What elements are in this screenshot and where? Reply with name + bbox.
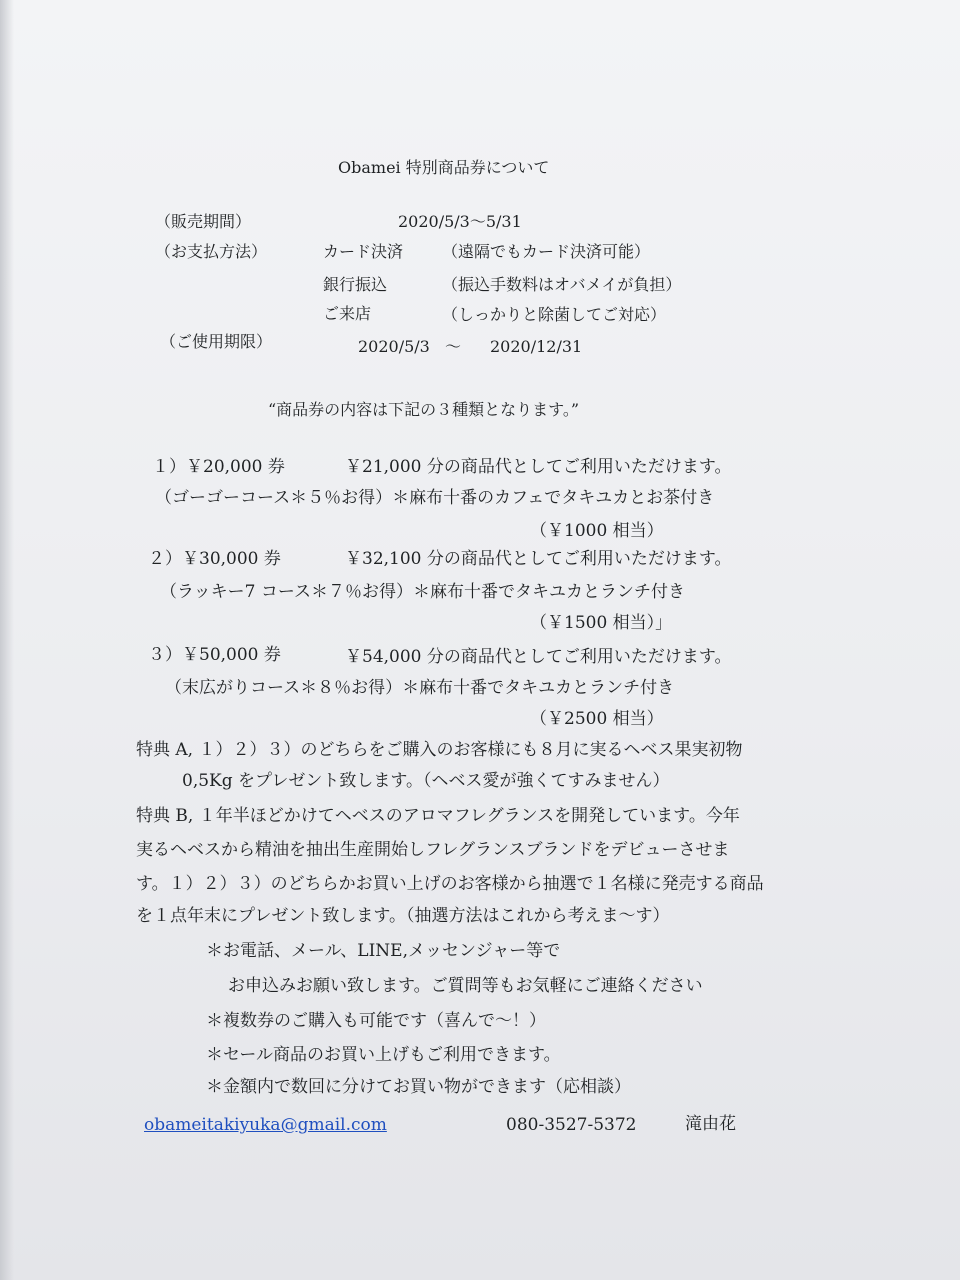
benefit-b-line-1: 特典 B, １年半ほどかけてヘベスのアロマフレグランスを開発しています。今年: [136, 806, 740, 826]
payment-method-card: カード決済: [323, 242, 404, 261]
voucher-3-value: ￥54,000 分の商品代としてご利用いただけます。: [345, 647, 732, 667]
note-line-3: ＊複数券のご購入も可能です（喜んで～！）: [206, 1011, 546, 1031]
contact-phone: 080-3527-5372: [506, 1115, 637, 1135]
benefit-b-line-3: す。１）２）３）のどちらかお買い上げのお客様から抽選で１名様に発売する商品: [136, 874, 764, 894]
payment-note-bank: （振込手数料はオバメイが負担）: [442, 275, 682, 294]
voucher-2-price: ２）￥30,000 券: [148, 549, 281, 569]
voucher-3-price: ３）￥50,000 券: [148, 645, 281, 665]
voucher-2-value: ￥32,100 分の商品代としてご利用いただけます。: [345, 549, 732, 569]
sale-period-label: （販売期間）: [155, 212, 252, 231]
contact-name: 滝由花: [685, 1114, 736, 1134]
voucher-1-price: １）￥20,000 券: [152, 457, 285, 477]
voucher-1-value: ￥21,000 分の商品代としてご利用いただけます。: [345, 457, 732, 477]
voucher-3-course: （末広がりコース＊８％お得）＊麻布十番でタキユカとランチ付き: [165, 678, 675, 698]
usage-end: 2020/12/31: [490, 337, 583, 356]
payment-note-card: （遠隔でもカード決済可能）: [442, 242, 651, 261]
benefit-a-line-2: 0,5Kg をプレゼント致します。（ヘベス愛が強くてすみません）: [182, 771, 670, 791]
voucher-2-course: （ラッキー7 コース＊７％お得）＊麻布十番でタキユカとランチ付き: [160, 582, 686, 602]
note-line-1: ＊お電話、メール、LINE,メッセンジャー等で: [206, 941, 561, 961]
sale-period-value: 2020/5/3～5/31: [398, 212, 522, 231]
usage-separator: ～: [445, 337, 462, 356]
usage-start: 2020/5/3: [358, 337, 430, 356]
benefit-a-line-1: 特典 A, １）２）３）のどちらをご購入のお客様にも８月に実るヘベス果実初物: [136, 740, 743, 760]
intro-text: “商品券の内容は下記の３種類となります。”: [268, 400, 580, 419]
voucher-2-worth: （￥1500 相当）」: [530, 613, 673, 633]
note-line-4: ＊セール商品のお買い上げもご利用できます。: [206, 1045, 561, 1065]
payment-method-store: ご来店: [323, 304, 372, 323]
contact-email-link[interactable]: obameitakiyuka@gmail.com: [144, 1115, 387, 1135]
voucher-1-worth: （￥1000 相当）: [530, 521, 664, 541]
voucher-1-course: （ゴーゴーコース＊５％お得）＊麻布十番のカフェでタキユカとお茶付き: [155, 488, 715, 508]
payment-method-bank: 銀行振込: [323, 275, 388, 294]
note-line-2: お申込みお願い致します。ご質問等もお気軽にご連絡ください: [228, 976, 703, 996]
document-title: Obamei 特別商品券について: [338, 158, 550, 177]
payment-note-store: （しっかりと除菌してご対応）: [442, 305, 667, 324]
paper-shadow: [0, 0, 14, 1280]
benefit-b-line-4: を１点年末にプレゼント致します。（抽選方法はこれから考えま～す）: [136, 906, 670, 926]
note-line-5: ＊金額内で数回に分けてお買い物ができます（応相談）: [206, 1077, 631, 1097]
usage-label: （ご使用期限）: [160, 332, 273, 351]
voucher-3-worth: （￥2500 相当）: [530, 709, 664, 729]
payment-label: （お支払方法）: [155, 242, 268, 261]
benefit-b-line-2: 実るヘベスから精油を抽出生産開始しフレグランスブランドをデビューさせま: [136, 840, 730, 860]
